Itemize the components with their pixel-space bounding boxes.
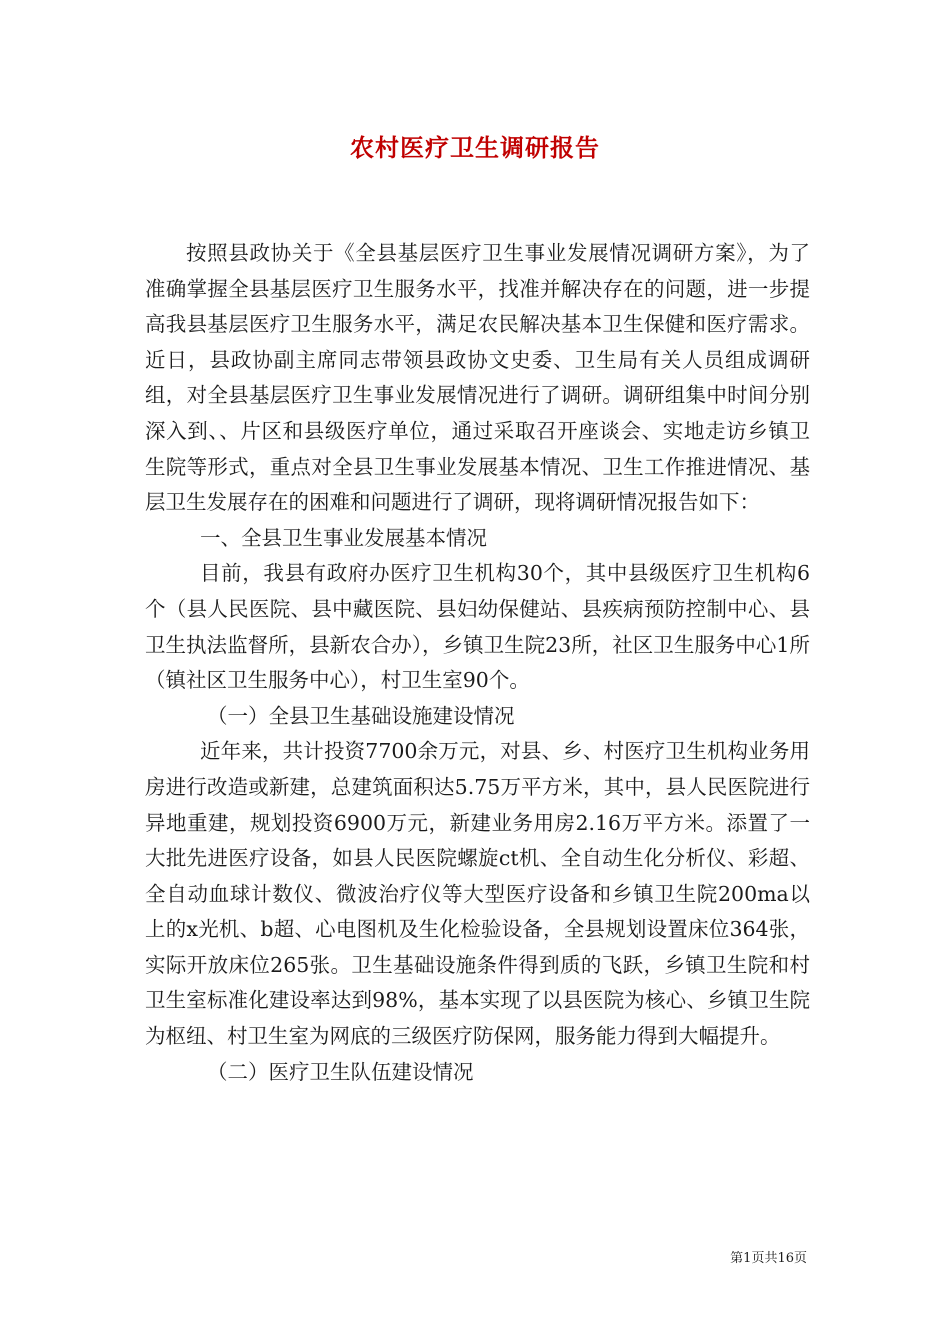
document-body — [145, 236, 810, 1090]
intro-paragraph: 按照县政协关于《全县基层医疗卫生事业发展情况调研方案》，为了准确掌握全县基层医疗卫生服务水平，找准并解决存在的问题，进一步提高我县基层医疗卫生服务水平，满足农民解决基本卫生保健和医疗需求。近日，县政协副主席同志带领县政协文史委、卫生局有关人员组成调研组，对全县基层医疗卫生事业发展情况进行了调研。调研组集中时间分别深入到、、片区和县级医疗单位，通过采取召开座谈会、实地走访乡镇卫生院等形式，重点对全县卫生事业发展基本情况、卫生工作推进情况、基层卫生发展存在的困难和问题进行了调研，现将调研情况报告如下： — [145, 241, 810, 515]
subsection-1-paragraph: 近年来，共计投资7700余万元，对县、乡、村医疗卫生机构业务用房进行改造或新建，总建筑面积达5.75万平方米，其中，县人民医院进行异地重建，规划投资6900万元，新建业务用房2.16万平方米。添置了一大批先进医疗设备，如县人民医院螺旋ct机、全自动生化分析仪、彩超、全自动血球计数仪、微波治疗仪等大型医疗设备和乡镇卫生院200ma以上的x光机、b超、心电图机及生化检验设备，全县规划设置床位364张，实际开放床位265张。卫生基础设施条件得到质的飞跃，乡镇卫生院和村卫生室标准化建设率达到98%，基本实现了以县医院为核心、乡镇卫生院为枢纽、村卫生室为网底的三级医疗防保网，服务能力得到大幅提升。 — [145, 739, 810, 1049]
section-1-paragraph: 目前，我县有政府办医疗卫生机构30个，其中县级医疗卫生机构6个（县人民医院、县中藏医院、县妇幼保健站、县疾病预防控制中心、县卫生执法监督所，县新农合办），乡镇卫生院23所，社区卫生服务中心1所（镇社区卫生服务中心），村卫生室90个。 — [145, 561, 810, 693]
subsection-heading-1: （一）全县卫生基础设施建设情况 — [207, 703, 515, 728]
section-heading-1: 一、全县卫生事业发展基本情况 — [200, 525, 487, 550]
subsection-heading-2: （二）医疗卫生队伍建设情况 — [207, 1059, 474, 1084]
page-number: 第1页共16页 — [730, 1251, 807, 1266]
page-title: 农村医疗卫生调研报告 — [350, 133, 600, 162]
